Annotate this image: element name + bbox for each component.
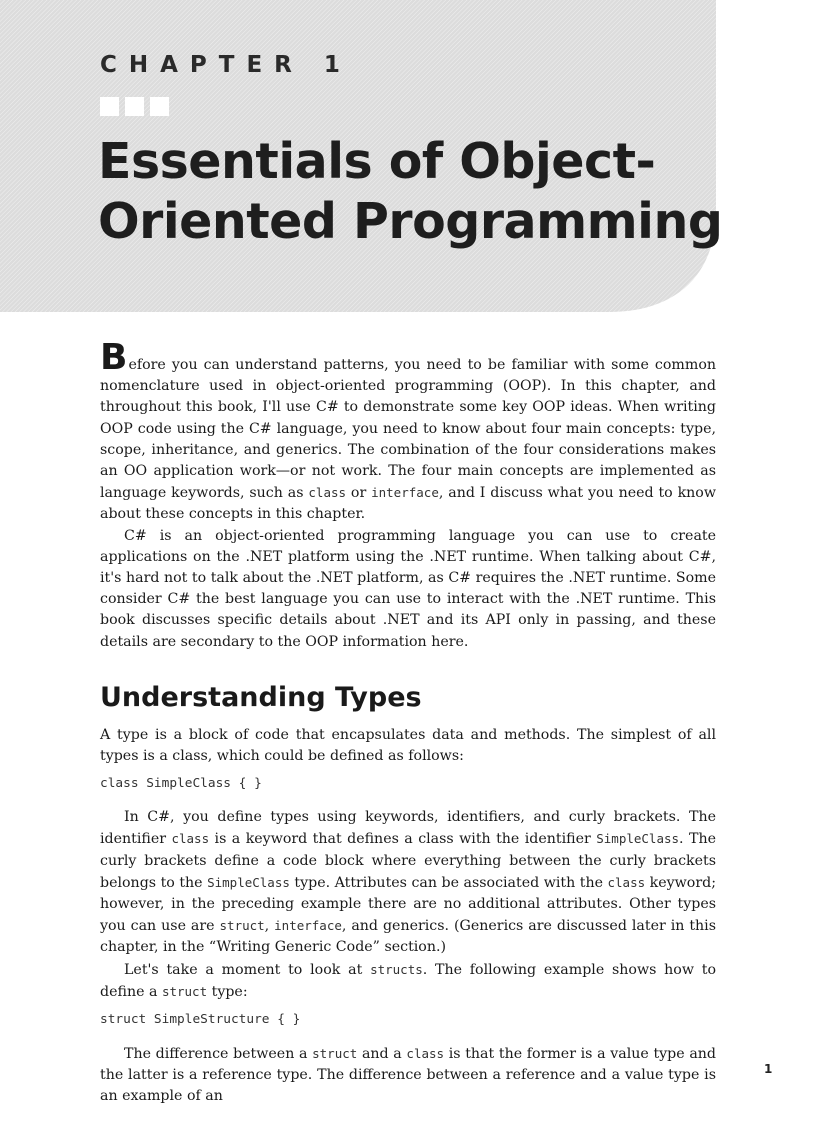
page-number: 1 [764,1062,773,1076]
page-content [100,337,717,1108]
text-run: type. Attributes can be associated with the [289,874,608,891]
intro-paragraph-1 [100,337,716,526]
inline-code: class [171,831,210,847]
inline-code: class [406,1046,445,1062]
text-run: efore you can understand patterns, you need to be familiar with some common nomenclature used in object-oriented programming (OOP). In this chapter, and throughout this book, I'll use C# to demonstrate some key OOP ideas. When writing OOP code using the C# language, you need to know about four main concepts: type, scope, inheritance, and generics. The combination of the four considerations makes an OO application work—or not work. The four main concepts are implemented as language keywords, such as [100,357,716,502]
code-block-struct: struct SimpleStructure { } [100,1012,301,1028]
text-run: type: [207,983,248,1000]
text-run: , [264,918,275,935]
text-run: The difference between a [124,1046,313,1063]
decorative-squares [100,97,169,116]
intro-paragraph-2: C# is an object-oriented programming language you can use to create applications on the .NET platform using the .NET runtime. When talking about C#, it's hard not to talk about the .NET platform, as C# requires the .NET runtime. Some consider C# the best language you can use to interact with the .NET runtime. This book discusses specific details about .NET and its API only in passing, and these details are secondary to the OOP information here. [100,527,716,650]
text-run: is that the former is a value type and the latter is a reference type. The difference between a reference and a value type is an example of an [100,1046,716,1105]
section-paragraph-1: A type is a block of code that encapsulates data and methods. The simplest of all types is a class, which could be defined as follows: [100,726,716,765]
square-icon [100,97,119,116]
text-run: . The following example shows how to define a [100,961,717,1000]
chapter-label: CHAPTER 1 [100,52,352,78]
inline-code: SimpleClass [207,874,290,890]
drop-cap: B [100,337,128,378]
inline-code: struct [312,1046,358,1062]
code-block-class: class SimpleClass { } [100,776,262,792]
inline-code: class [308,485,347,501]
text-run: Let's take a moment to look at [124,961,371,978]
text-run: In C#, you define types using keywords, identifiers, and curly brackets. The identifier [100,809,716,848]
inline-code: struct [161,983,208,999]
text-run: and a [357,1046,407,1063]
square-icon [150,97,169,116]
inline-code: SimpleClass [596,831,680,847]
section-paragraph-3 [100,959,716,1003]
chapter-title: Essentials of Object-Oriented Programming [98,133,723,250]
text-run: keyword; however, in the preceding example there are no additional attributes. Other types you can use are [100,874,716,935]
text-run: , and generics. (Generics are discussed later in this chapter, in the “Writing Generic Code” section.) [100,918,716,956]
inline-code: class [607,874,646,890]
text-run: , and I discuss what you need to know about these concepts in this chapter. [100,485,716,523]
text-run: or [346,485,372,502]
section-paragraph-4 [100,1043,716,1108]
inline-code: structs [370,961,423,977]
inline-code: struct [219,918,265,934]
inline-code: interface [371,485,439,501]
chapter-header-band [0,0,816,312]
inline-code: interface [274,918,342,934]
text-run: . The curly brackets define a code block where everything between the curly brackets belongs to the [100,831,716,891]
square-icon [125,97,144,116]
section-heading: Understanding Types [100,681,422,713]
section-paragraph-2 [100,807,716,958]
text-run: is a keyword that defines a class with the identifier [209,831,597,848]
